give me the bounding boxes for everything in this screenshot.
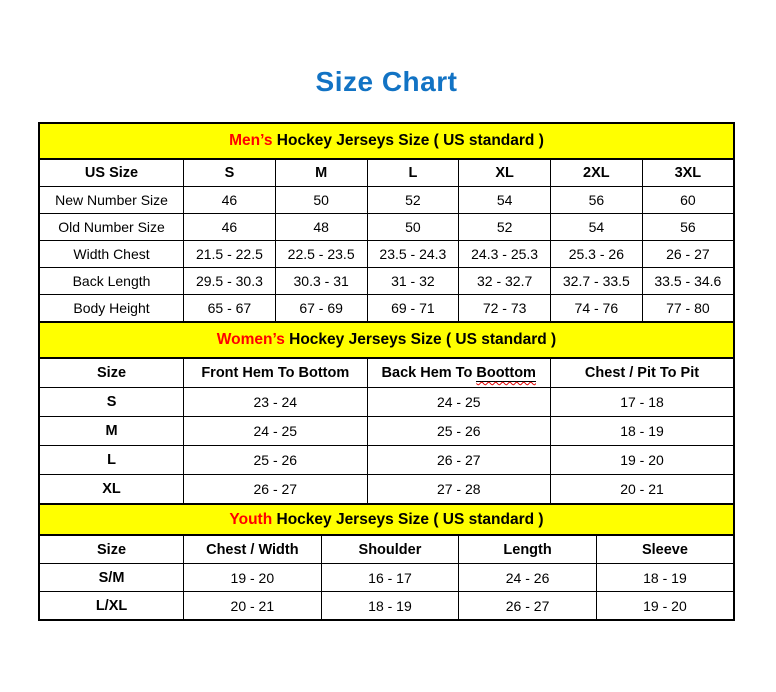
value-cell: 25.3 - 26 xyxy=(550,241,642,268)
section-title-mens-accent: Men’s xyxy=(229,132,273,149)
table-body xyxy=(39,564,734,621)
value-cell: 24 - 25 xyxy=(184,417,367,446)
section-title-youth-label: Hockey Jerseys Size ( US standard ) xyxy=(272,510,544,528)
table-header xyxy=(39,358,734,388)
section-womens xyxy=(38,323,735,505)
table-row xyxy=(39,214,734,241)
section-youth xyxy=(38,505,735,621)
row-label-cell: L/XL xyxy=(39,592,184,621)
underlined-word: Boottom xyxy=(476,365,536,381)
column-header-cell: Size xyxy=(39,535,184,564)
section-title-womens-label: Hockey Jerseys Size ( US standard ) xyxy=(284,331,557,348)
youth-size-table xyxy=(38,534,735,621)
value-cell: 26 - 27 xyxy=(642,241,734,268)
row-label-cell: Body Height xyxy=(39,295,184,323)
value-cell: 72 - 73 xyxy=(459,295,551,323)
value-cell: 74 - 76 xyxy=(550,295,642,323)
table-row xyxy=(39,187,734,214)
table-row xyxy=(39,475,734,505)
value-cell: 29.5 - 30.3 xyxy=(184,268,276,295)
row-label-cell: Width Chest xyxy=(39,241,184,268)
table-header xyxy=(39,535,734,564)
value-cell: 33.5 - 34.6 xyxy=(642,268,734,295)
row-label-cell: Back Length xyxy=(39,268,184,295)
value-cell: 50 xyxy=(367,214,459,241)
column-header-cell: Size xyxy=(39,358,184,388)
value-cell: 22.5 - 23.5 xyxy=(275,241,367,268)
value-cell: 77 - 80 xyxy=(642,295,734,323)
value-cell: 21.5 - 22.5 xyxy=(184,241,276,268)
column-header-cell: Shoulder xyxy=(321,535,459,564)
section-title-womens-accent: Women’s xyxy=(216,331,285,348)
value-cell: 26 - 27 xyxy=(184,475,367,505)
value-cell: 46 xyxy=(184,214,276,241)
column-header-cell: US Size xyxy=(39,159,184,187)
table-row xyxy=(39,592,734,621)
value-cell: 19 - 20 xyxy=(550,446,734,475)
value-cell: 23 - 24 xyxy=(184,388,367,417)
column-header-cell: 2XL xyxy=(550,159,642,187)
value-cell: 69 - 71 xyxy=(367,295,459,323)
row-label-cell: L xyxy=(39,446,184,475)
value-cell: 54 xyxy=(459,187,551,214)
value-cell: 56 xyxy=(642,214,734,241)
value-cell: 32.7 - 33.5 xyxy=(550,268,642,295)
value-cell: 56 xyxy=(550,187,642,214)
value-cell: 25 - 26 xyxy=(367,417,550,446)
value-cell: 54 xyxy=(550,214,642,241)
row-label-cell: S/M xyxy=(39,564,184,592)
column-header-cell: S xyxy=(184,159,276,187)
womens-size-table xyxy=(38,357,735,505)
column-header-cell: Sleeve xyxy=(596,535,734,564)
value-cell: 60 xyxy=(642,187,734,214)
column-header-cell: Chest / Width xyxy=(184,535,322,564)
column-header-cell: Length xyxy=(459,535,597,564)
value-cell: 20 - 21 xyxy=(184,592,322,621)
value-cell: 20 - 21 xyxy=(550,475,734,505)
table-row xyxy=(39,295,734,323)
value-cell: 24 - 25 xyxy=(367,388,550,417)
header-row xyxy=(39,535,734,564)
value-cell: 23.5 - 24.3 xyxy=(367,241,459,268)
mens-size-table xyxy=(38,158,735,323)
header-row xyxy=(39,159,734,187)
size-chart xyxy=(38,122,735,621)
section-mens xyxy=(38,122,735,323)
column-header-cell: Chest / Pit To Pit xyxy=(550,358,734,388)
value-cell: 16 - 17 xyxy=(321,564,459,592)
table-body xyxy=(39,388,734,505)
column-header-cell: M xyxy=(275,159,367,187)
value-cell: 52 xyxy=(367,187,459,214)
value-cell: 18 - 19 xyxy=(550,417,734,446)
column-header-cell: Back Hem To Boottom xyxy=(367,358,550,388)
value-cell: 50 xyxy=(275,187,367,214)
table-header xyxy=(39,159,734,187)
header-row xyxy=(39,358,734,388)
value-cell: 48 xyxy=(275,214,367,241)
section-title-youth xyxy=(38,505,735,534)
value-cell: 24 - 26 xyxy=(459,564,597,592)
table-row xyxy=(39,564,734,592)
value-cell: 18 - 19 xyxy=(596,564,734,592)
table-row xyxy=(39,241,734,268)
section-title-youth-accent: Youth xyxy=(229,510,273,528)
value-cell: 65 - 67 xyxy=(184,295,276,323)
section-title-womens xyxy=(38,323,735,357)
row-label-cell: S xyxy=(39,388,184,417)
row-label-cell: New Number Size xyxy=(39,187,184,214)
table-row xyxy=(39,417,734,446)
row-label-cell: M xyxy=(39,417,184,446)
column-header-cell: 3XL xyxy=(642,159,734,187)
value-cell: 26 - 27 xyxy=(459,592,597,621)
page-title: Size Chart xyxy=(315,66,458,97)
value-cell: 52 xyxy=(459,214,551,241)
table-row xyxy=(39,388,734,417)
value-cell: 27 - 28 xyxy=(367,475,550,505)
section-title-mens-label: Hockey Jerseys Size ( US standard ) xyxy=(272,132,544,149)
value-cell: 17 - 18 xyxy=(550,388,734,417)
table-body xyxy=(39,187,734,323)
table-row xyxy=(39,446,734,475)
value-cell: 31 - 32 xyxy=(367,268,459,295)
value-cell: 19 - 20 xyxy=(596,592,734,621)
column-header-cell: L xyxy=(367,159,459,187)
value-cell: 67 - 69 xyxy=(275,295,367,323)
value-cell: 26 - 27 xyxy=(367,446,550,475)
column-header-cell: Front Hem To Bottom xyxy=(184,358,367,388)
column-header-cell: XL xyxy=(459,159,551,187)
value-cell: 18 - 19 xyxy=(321,592,459,621)
value-cell: 25 - 26 xyxy=(184,446,367,475)
section-title-mens xyxy=(38,122,735,158)
value-cell: 32 - 32.7 xyxy=(459,268,551,295)
table-row xyxy=(39,268,734,295)
row-label-cell: Old Number Size xyxy=(39,214,184,241)
value-cell: 24.3 - 25.3 xyxy=(459,241,551,268)
value-cell: 30.3 - 31 xyxy=(275,268,367,295)
value-cell: 19 - 20 xyxy=(184,564,322,592)
value-cell: 46 xyxy=(184,187,276,214)
misspelled-word xyxy=(476,365,536,382)
row-label-cell: XL xyxy=(39,475,184,505)
